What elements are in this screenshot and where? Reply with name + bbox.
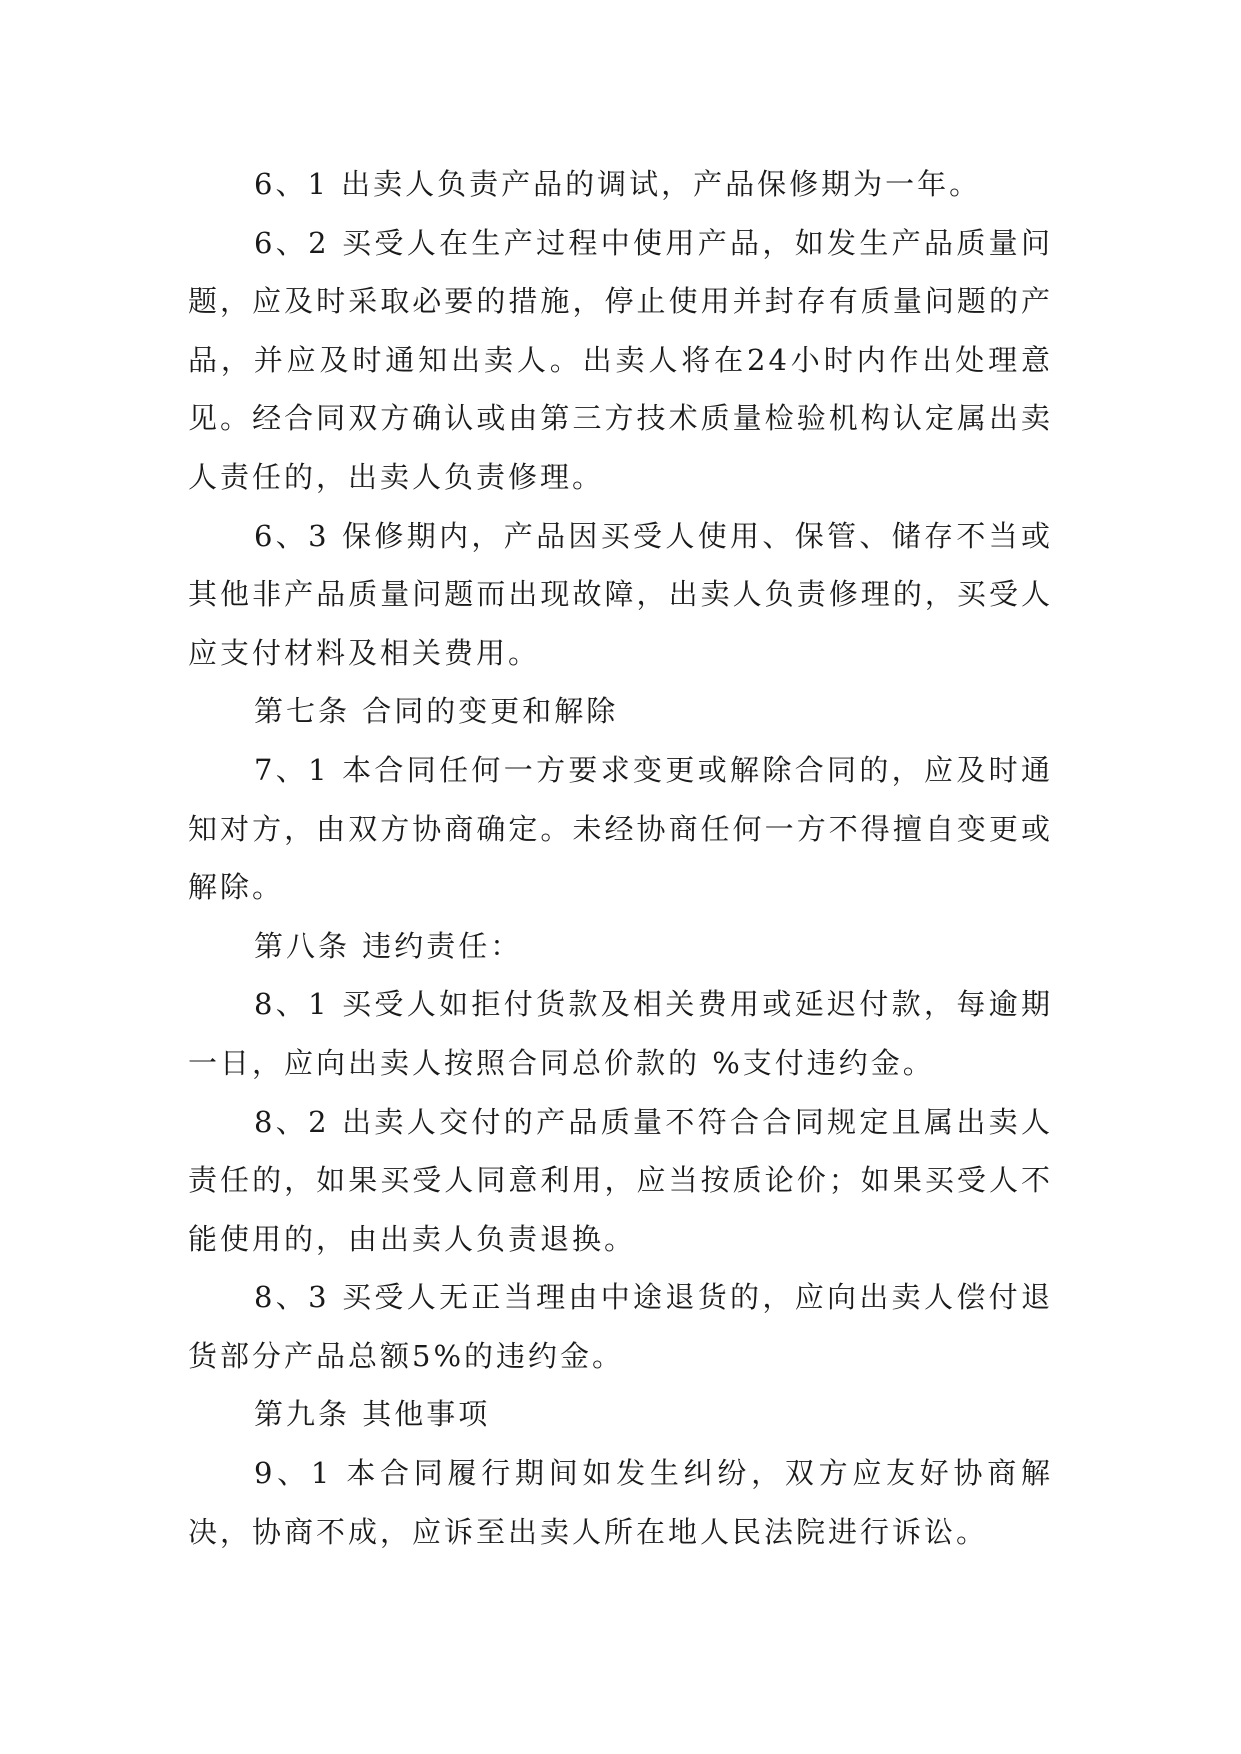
article-9-heading: 第九条 其他事项: [254, 1397, 491, 1432]
clause-6-2: 6、2 买受人在生产过程中使用产品，如发生产品质量问题，应及时采取必要的措施，停止使用并封存有质量问题的产品，并应及时通知出卖人。出卖人将在24小时内作出处理意见。经合同双方确认或由第三方技术质量检验机构认定属出卖人责任的，出卖人负责修理。: [188, 225, 1053, 494]
clause-7-1: 7、1 本合同任何一方要求变更或解除合同的，应及时通知对方，由双方协商确定。未经协商任何一方不得擅自变更或解除。: [188, 752, 1053, 905]
clause-8-1: 8、1 买受人如拒付货款及相关费用或延迟付款，每逾期一日，应向出卖人按照合同总价款的 %支付违约金。: [188, 987, 1053, 1080]
article-8-heading: 第八条 违约责任：: [254, 928, 523, 963]
clause-6-3: 6、3 保修期内，产品因买受人使用、保管、储存不当或其他非产品质量问题而出现故障，出卖人负责修理的，买受人应支付材料及相关费用。: [188, 518, 1053, 670]
article-7-heading: 第七条 合同的变更和解除: [254, 694, 619, 729]
clause-8-2: 8、2 出卖人交付的产品质量不符合合同规定且属出卖人责任的，如果买受人同意利用，应当按质论价；如果买受人不能使用的，由出卖人负责退换。: [188, 1104, 1053, 1256]
clause-9-1: 9、1 本合同履行期间如发生纠纷，双方应友好协商解决，协商不成，应诉至出卖人所在地人民法院进行诉讼。: [188, 1456, 1053, 1549]
clause-8-3: 8、3 买受人无正当理由中途退货的，应向出卖人偿付退货部分产品总额5%的违约金。: [188, 1280, 1053, 1373]
clause-6-1: 6、1 出卖人负责产品的调试，产品保修期为一年。: [254, 167, 982, 201]
document-body: [188, 155, 1053, 1561]
